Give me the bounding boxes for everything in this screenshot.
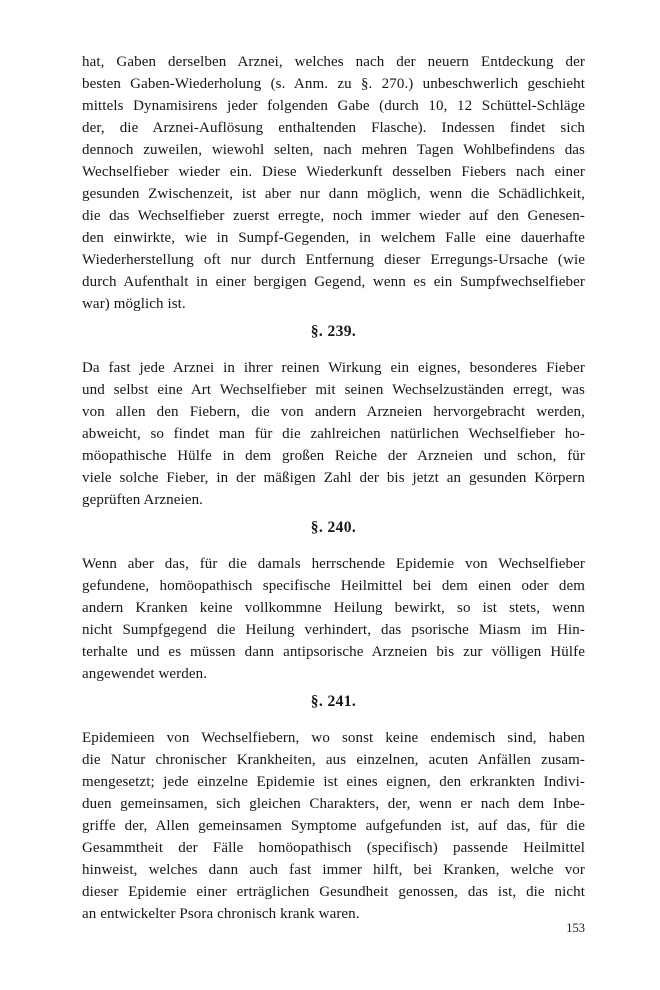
text-line: an entwickelter Psora chronisch krank waren. <box>82 906 360 922</box>
text-line: hat, Gaben derselben Arznei, welches nach der neuern Entdeckung der <box>82 54 585 70</box>
text-line: dennoch zuweilen, wiewohl selten, nach mehren Tagen Wohlbefindens das <box>82 142 585 158</box>
text-line: Da fast jede Arznei in ihrer reinen Wirkung ein eignes, besonderes Fieber <box>82 360 585 376</box>
text-line: Wechselfieber wieder ein. Diese Wiederkunft desselben Fiebers nach einer <box>82 164 585 180</box>
text-line: abweicht, so findet man für die zahlreichen natürlichen Wechselfieber ho- <box>82 426 585 442</box>
text-line: angewendet werden. <box>82 666 208 682</box>
text-line: die Natur chronischer Krankheiten, aus einzelnen, acuten Anfällen zusam- <box>82 752 585 768</box>
text-line: war) möglich ist. <box>82 296 186 312</box>
paragraph-241 <box>82 727 585 925</box>
text-line: Epidemieen von Wechselfiebern, wo sonst keine endemisch sind, haben <box>82 730 585 746</box>
text-line: und selbst eine Art Wechselfieber mit seinen Wechselzuständen erregt, was <box>82 382 585 398</box>
text-line: Wiederherstellung oft nur durch Entfernung dieser Erregungs-Ursache (wie <box>82 252 585 268</box>
text-line: von allen den Fiebern, die von andern Arzneien hervorgebracht werden, <box>82 404 585 420</box>
text-column <box>82 51 585 925</box>
text-line: der, die Arznei-Auflösung enthaltenden Flasche). Indessen findet sich <box>82 120 585 136</box>
page-number: 153 <box>566 921 585 935</box>
section-heading-240: §. 240. <box>310 519 357 536</box>
text-line: dieser Epidemie einer erträglichen Gesundheit genossen, das ist, die nicht <box>82 884 585 900</box>
text-line: Gesammtheit der Fälle homöopathisch (specifisch) passende Heilmittel <box>82 840 585 856</box>
text-line: durch Aufenthalt in einer bergigen Gegend, wenn es ein Sumpfwechselfieber <box>82 274 585 290</box>
text-line: gefundene, homöopathisch specifische Heilmittel bei dem einen oder dem <box>82 578 585 594</box>
text-line: Wenn aber das, für die damals herrschende Epidemie von Wechselfieber <box>82 556 585 572</box>
section-heading-239: §. 239. <box>310 323 357 340</box>
section-heading-241: §. 241. <box>310 693 357 710</box>
text-line: andern Kranken keine vollkommne Heilung bewirkt, so ist stets, wenn <box>82 600 585 616</box>
text-line: möopathische Hülfe in dem großen Reiche der Arzneien und schon, für <box>82 448 585 464</box>
text-line: besten Gaben-Wiederholung (s. Anm. zu §. 270.) unbeschwerlich geschieht <box>82 76 585 92</box>
text-line: mittels Dynamisirens jeder folgenden Gabe (durch 10, 12 Schüttel-Schläge <box>82 98 585 114</box>
text-line: die das Wechselfieber zuerst erregte, noch immer wieder auf den Genesen- <box>82 208 585 224</box>
text-line: hinweist, welches dann auch fast immer hilft, bei Kranken, welche vor <box>82 862 585 878</box>
paragraph-240 <box>82 553 585 685</box>
text-line: nicht Sumpfgegend die Heilung verhindert, das psorische Miasm im Hin- <box>82 622 585 638</box>
paragraph-continuation <box>82 51 585 315</box>
text-line: duen gemeinsamen, sich gleichen Charakters, der, wenn er nach dem Inbe- <box>82 796 585 812</box>
text-line: geprüften Arzneien. <box>82 492 204 508</box>
text-line: mengesetzt; jede einzelne Epidemie ist eines eignen, den erkrankten Indivi- <box>82 774 585 790</box>
text-line: terhalte und es müssen dann antipsorische Arzneien bis zur völligen Hülfe <box>82 644 585 660</box>
text-line: griffe der, Allen gemeinsamen Symptome aufgefunden ist, auf das, für die <box>82 818 585 834</box>
text-line: viele solche Fieber, in der mäßigen Zahl der bis jetzt an gesunden Körpern <box>82 470 585 486</box>
paragraph-239 <box>82 357 585 511</box>
text-line: den einwirkte, wie in Sumpf-Gegenden, in welchem Falle eine dauerhafte <box>82 230 585 246</box>
text-line: gesunden Zwischenzeit, ist aber nur dann möglich, wenn die Schädlichkeit, <box>82 186 585 202</box>
